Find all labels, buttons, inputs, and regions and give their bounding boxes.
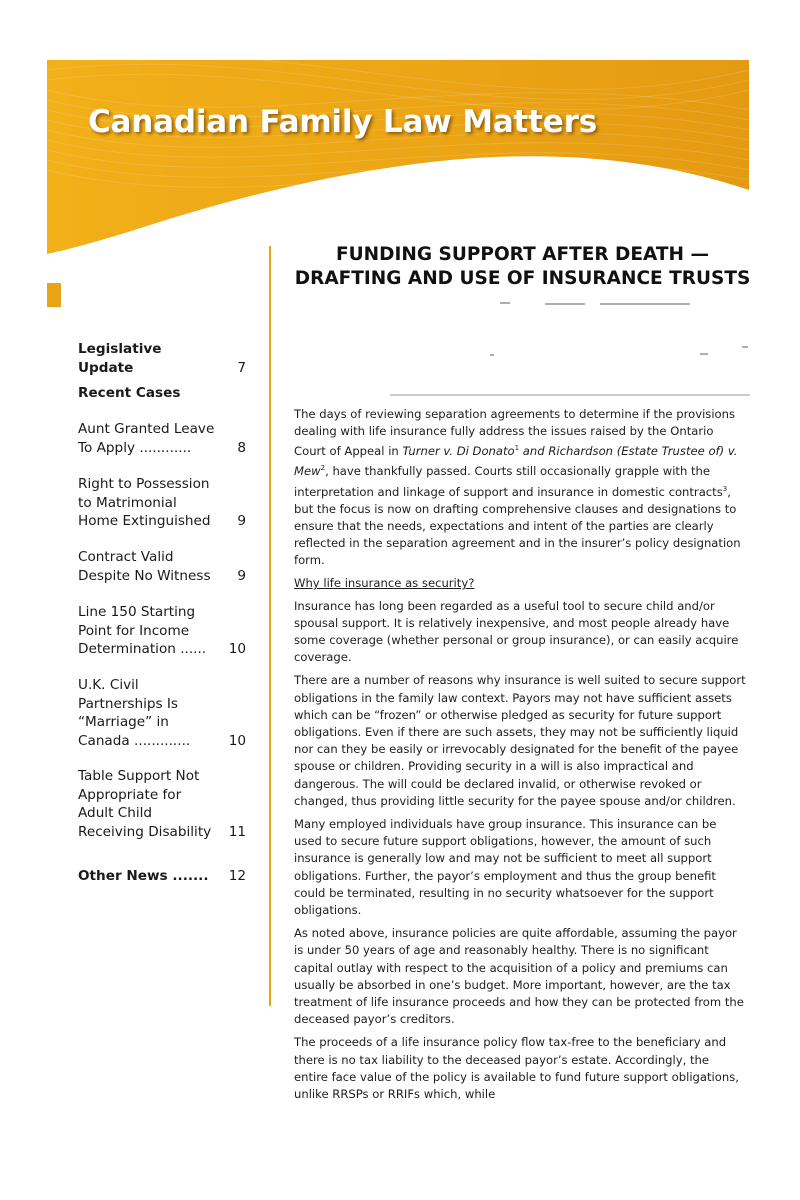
toc-entry-page: 10 xyxy=(228,732,246,749)
toc-entry-case[interactable] xyxy=(78,767,246,841)
toc-entry-page: 7 xyxy=(237,359,246,376)
toc-entry-page: 10 xyxy=(228,641,246,657)
toc-entry-case[interactable] xyxy=(78,420,246,457)
publication-title: Canadian Family Law Matters xyxy=(88,104,597,140)
byline-remnant xyxy=(490,354,494,356)
toc-heading-recent-cases: Recent Cases xyxy=(78,385,181,401)
byline-remnant xyxy=(700,353,708,355)
toc-entry-case[interactable] xyxy=(78,548,246,585)
toc-entry-label: Table Support Not Appropriate for Adult Child Receiving Disability xyxy=(78,768,212,840)
article-paragraph: Insurance has long been regarded as a useful tool to secure child and/or spousal support. It is relatively inexpensive, and most people already have some coverage (whether personal or group insurance), or can easily acquire coverage. xyxy=(294,598,739,665)
byline-remnant xyxy=(390,394,750,396)
toc-entry-label: Contract Valid Despite No Witness xyxy=(78,549,211,584)
article-paragraph: The days of reviewing separation agreements to determine if the provisions dealing with life insurance fully address the issues raised by the Ontario Court of Appeal in Turner v. Di Donato$^1$ and Richardson (Estate Trustee of) v. Mew$^2$, have thankfully passed. Courts still occasionally grapple with the interpretation and linkage of support and insurance in domestic contracts$^3$, but the focus is now on drafting comprehensive clauses and designations to ensure that the needs, expectations and intent of the parties are clearly reflected in the separation agreement and in the insurer’s policy designation form. xyxy=(294,407,741,568)
byline-remnant xyxy=(545,303,585,305)
article-paragraph: Many employed individuals have group insurance. This insurance can be used to secure future support obligations, however, the amount of such insurance is generally low and may not be sufficient to meet all support obligations. Further, the payor’s employment and thus the group benefit could be terminated, resulting in no security whatsoever for the support obligations. xyxy=(294,817,717,918)
toc-entry-label: Aunt Granted Leave To Apply ............ xyxy=(78,421,215,456)
toc-entry-label: Legislative Update xyxy=(78,341,162,376)
toc-entry-label: Line 150 Starting Point for Income Determination ...... xyxy=(78,604,207,657)
byline-remnant xyxy=(500,302,510,304)
accent-block xyxy=(47,283,61,307)
byline-remnant xyxy=(600,303,690,305)
byline-remnant xyxy=(742,346,748,348)
toc-entry-page: 8 xyxy=(237,439,246,456)
toc-entry-page: 11 xyxy=(228,823,246,840)
article-paragraph: There are a number of reasons why insurance is well suited to secure support obligations in the family law context. Payors may not have sufficient assets which can be “frozen” or otherwise pledged as security for future support obligations. Even if there are such assets, they may not be sufficiently liquid nor can they be easily or irrevocably designated for the benefit of the payee spouse or children. Providing security in a will is also impractical and dangerous. The will could be declared invalid, or otherwise revoked or changed, thus providing little security for the payee spouse and/or children. xyxy=(294,673,746,808)
toc-entry-page: 12 xyxy=(228,868,246,884)
toc-entry-case[interactable] xyxy=(78,676,246,750)
article-paragraph: The proceeds of a life insurance policy flow tax-free to the beneficiary and there is no tax liability to the deceased payor’s estate. Accordingly, the entire face value of the policy is available to fund future support obligations, unlike RRSPs or RRIFs which, while xyxy=(294,1035,739,1102)
section-subheading: Why life insurance as security? xyxy=(294,576,475,591)
article-paragraph: As noted above, insurance policies are quite affordable, assuming the payor is under 50 years of age and reasonably healthy. There is no significant capital outlay with respect to the acquisition of a policy and premiums can usually be absorbed in one’s budget. More important, however, are the tax treatment of life insurance proceeds and how they can be protected from the deceased payor’s creditors. xyxy=(294,926,744,1027)
toc-entry-case[interactable] xyxy=(78,603,246,659)
toc-entry-page: 9 xyxy=(237,513,246,529)
toc-entry-other-news[interactable] xyxy=(78,867,246,886)
masthead-banner xyxy=(0,0,800,260)
toc-entry-page: 9 xyxy=(237,567,246,584)
article-body xyxy=(294,406,746,1109)
toc-entry-label: Right to Possession to Matrimonial Home Extinguished xyxy=(78,476,211,529)
toc-entry-legislative-update[interactable] xyxy=(78,340,246,377)
toc-entry-label: U.K. Civil Partnerships Is “Marriage” in Canada ............. xyxy=(78,677,191,749)
toc-entry-label: Other News ....... xyxy=(78,868,209,884)
toc-entry-case[interactable] xyxy=(78,475,246,531)
column-divider xyxy=(269,246,271,1006)
article-title: FUNDING SUPPORT AFTER DEATH — DRAFTING AND USE OF INSURANCE TRUSTS xyxy=(294,244,751,289)
